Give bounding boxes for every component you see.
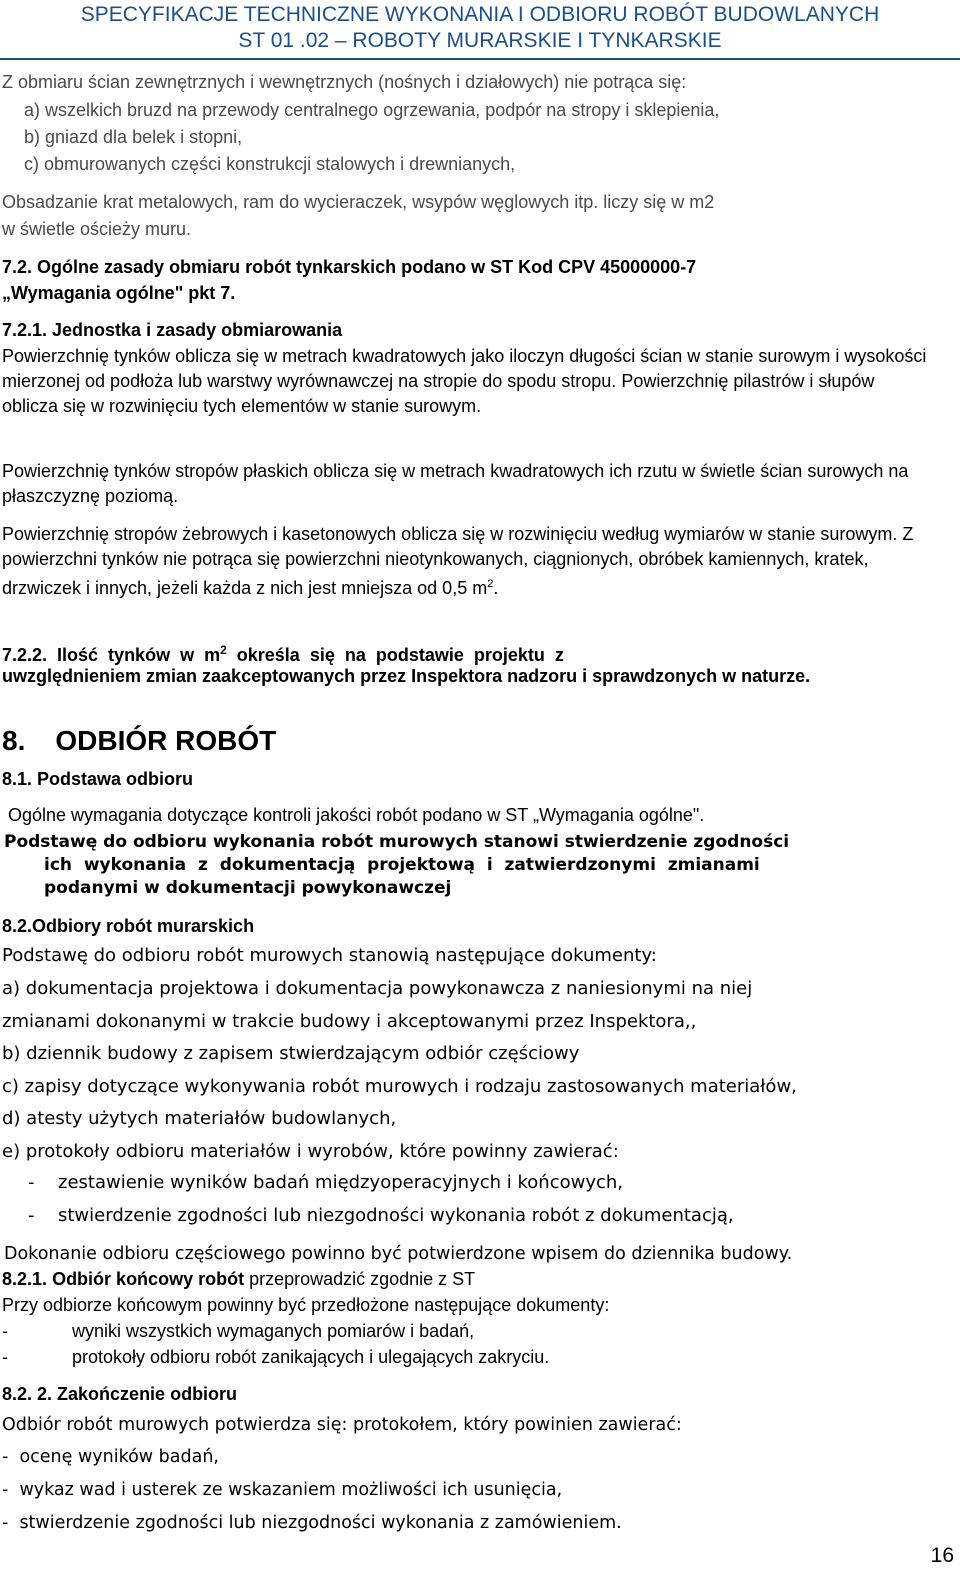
section-8-2-intro: Podstawę do odbioru robót murowych stanowią następujące dokumenty:: [2, 945, 657, 966]
intro-item-c: c) obmurowanych części konstrukcji stalowych i drewnianych,: [24, 154, 516, 174]
section-8-2-item-d: d) atesty użytych materiałów budowlanych,: [2, 1108, 397, 1129]
page-number: 16: [930, 1544, 954, 1567]
subitem-text: zestawienie wyników badań międzyoperacyjnych i końcowych,: [58, 1172, 624, 1193]
section-7-2-heading-line2: „Wymagania ogólne" pkt 7.: [2, 283, 236, 303]
section-8-2-2-item-1: - ocenę wyników badań,: [2, 1447, 219, 1467]
subitem-text: stwierdzenie zgodności lub niezgodności wykonania robót z dokumentacją,: [58, 1205, 734, 1226]
superscript-2: 2: [487, 578, 494, 590]
section-7-2-1-heading: 7.2.1. Jednostka i zasady obmiarowania: [2, 320, 343, 340]
item-text: protokoły odbioru robót zanikających i ulegających zakryciu.: [72, 1347, 550, 1367]
section-8-2-item-b: b) dziennik budowy z zapisem stwierdzającym odbiór częściowy: [2, 1043, 580, 1064]
intro-text: Z obmiaru ścian zewnętrznych i wewnętrznych (nośnych i działowych) nie potrąca się:: [2, 72, 687, 92]
paragraph-3-end: .: [493, 578, 499, 598]
section-8-1-paragraph-2-line1: Podstawę do odbioru wykonania robót murowych stanowi stwierdzenie zgodności: [4, 832, 790, 852]
section-8-2-item-c: c) zapisy dotyczące wykonywania robót murowych i rodzaju zastosowanych materiałów,: [2, 1076, 797, 1097]
section-8-2-1-rest: przeprowadzić zgodnie z ST: [244, 1269, 476, 1289]
superscript-2: 2: [220, 643, 227, 657]
header-title: SPECYFIKACJE TECHNICZNE WYKONANIA I ODBIORU ROBÓT BUDOWLANYCH: [80, 3, 880, 26]
section-8-2-2-item-2: - wykaz wad i usterek ze wskazaniem możliwości ich usunięcia,: [2, 1480, 563, 1500]
section-7-2-heading-line1: 7.2. Ogólne zasady obmiaru robót tynkarskich podano w ST Kod CPV 45000000-7: [2, 257, 697, 277]
section-8-2-1-title: Odbiór końcowy robót: [52, 1269, 245, 1289]
dash-marker: -: [2, 1347, 8, 1367]
section-7-2-2-text-a: 7.2.2. Ilość tynków w m: [2, 645, 221, 665]
section-8-1-heading: 8.1. Podstawa odbioru: [2, 769, 194, 789]
section-8-2-closing: Dokonanie odbioru częściowego powinno być potwierdzone wpisem do dziennika budowy.: [4, 1244, 793, 1264]
section-7-2-1-paragraph-1: Powierzchnię tynków oblicza się w metrach kwadratowych jako iloczyn długości ścian w stanie surowym i wysokości mierzonej od podłoża lub warstwy wyrównawczej na stropie do spodu stropu. Powierzchnię pilastrów i słupów oblicza się w rozwinięciu tych elementów w stanie surowym.: [2, 346, 927, 416]
header-subtitle: ST 01 .02 – ROBOTY MURARSKIE I TYNKARSKIE: [238, 29, 722, 52]
section-8-2-2-item-3: - stwierdzenie zgodności lub niezgodności wykonania z zamówieniem.: [2, 1513, 622, 1533]
section-7-2-2-text-b: określa się na podstawie projektu z: [226, 645, 564, 665]
krat-text-line1: Obsadzanie krat metalowych, ram do wycieraczek, wsypów węglowych itp. liczy się w m2: [2, 192, 715, 212]
section-8-number: 8.: [2, 725, 26, 756]
header-divider: [0, 58, 960, 60]
section-8-2-item-e: e) protokoły odbioru materiałów i wyrobów, które powinny zawierać:: [2, 1141, 619, 1162]
section-8-1-paragraph-1: Ogólne wymagania dotyczące kontroli jakości robót podano w ST „Wymagania ogólne".: [8, 805, 705, 825]
page-header: [0, 2, 960, 54]
dash-marker: -: [2, 1321, 8, 1341]
section-7-2-1-paragraph-2: Powierzchnię tynków stropów płaskich oblicza się w metrach kwadratowych ich rzutu w świetle ścian surowych na płaszczyznę poziomą.: [2, 461, 909, 506]
section-7-2-1-paragraph-3: [2, 522, 932, 601]
section-8-heading: [2, 724, 952, 758]
krat-text-line2: w świetle ościeży muru.: [2, 219, 192, 239]
dash-marker: -: [28, 1172, 35, 1193]
section-8-2-2-intro: Odbiór robót murowych potwierdza się: protokołem, który powinien zawierać:: [2, 1415, 682, 1435]
paragraph-3-text: Powierzchnię stropów żebrowych i kasetonowych oblicza się w rozwinięciu według wymiarów w stanie surowym. Z powierzchni tynków nie potrąca się powierzchni nieotynkowanych, ciągnionych, obróbek kamiennych, kratek, drzwiczek i innych, jeżeli każda z nich jest mniejsza od 0,5 m: [2, 524, 914, 598]
section-8-2-2-heading: 8.2. 2. Zakończenie odbioru: [2, 1384, 238, 1404]
section-8-title: ODBIÓR ROBÓT: [55, 725, 277, 756]
section-8-2-heading: 8.2.Odbiory robót murarskich: [2, 916, 255, 936]
item-text: wyniki wszystkich wymaganych pomiarów i badań,: [72, 1321, 475, 1341]
section-8-2-item-a-line1: a) dokumentacja projektowa i dokumentacja powykonawcza z naniesionymi na niej: [2, 978, 753, 999]
intro-item-a: a) wszelkich bruzd na przewody centralnego ogrzewania, podpór na stropy i sklepienia,: [24, 100, 720, 120]
section-7-2-2-line2: uwzględnieniem zmian zaakceptowanych przez Inspektora nadzoru i sprawdzonych w naturze.: [2, 666, 811, 686]
intro-item-b: b) gniazd dla belek i stopni,: [24, 127, 243, 147]
section-8-2-1-intro: Przy odbiorze końcowym powinny być przedłożone następujące dokumenty:: [2, 1295, 610, 1315]
section-8-1-paragraph-2-line2: ich wykonania z dokumentacją projektową i zatwierdzonymi zmianami: [44, 855, 760, 875]
section-8-2-1-heading: [2, 1267, 952, 1292]
section-8-2-item-a-line2: zmianami dokonanymi w trakcie budowy i akceptowanymi przez Inspektora,,: [2, 1011, 697, 1032]
dash-marker: -: [28, 1205, 35, 1226]
section-8-1-paragraph-2-line3: podanymi w dokumentacji powykonawczej: [44, 878, 452, 898]
section-8-2-1-number: 8.2.1.: [2, 1269, 48, 1289]
